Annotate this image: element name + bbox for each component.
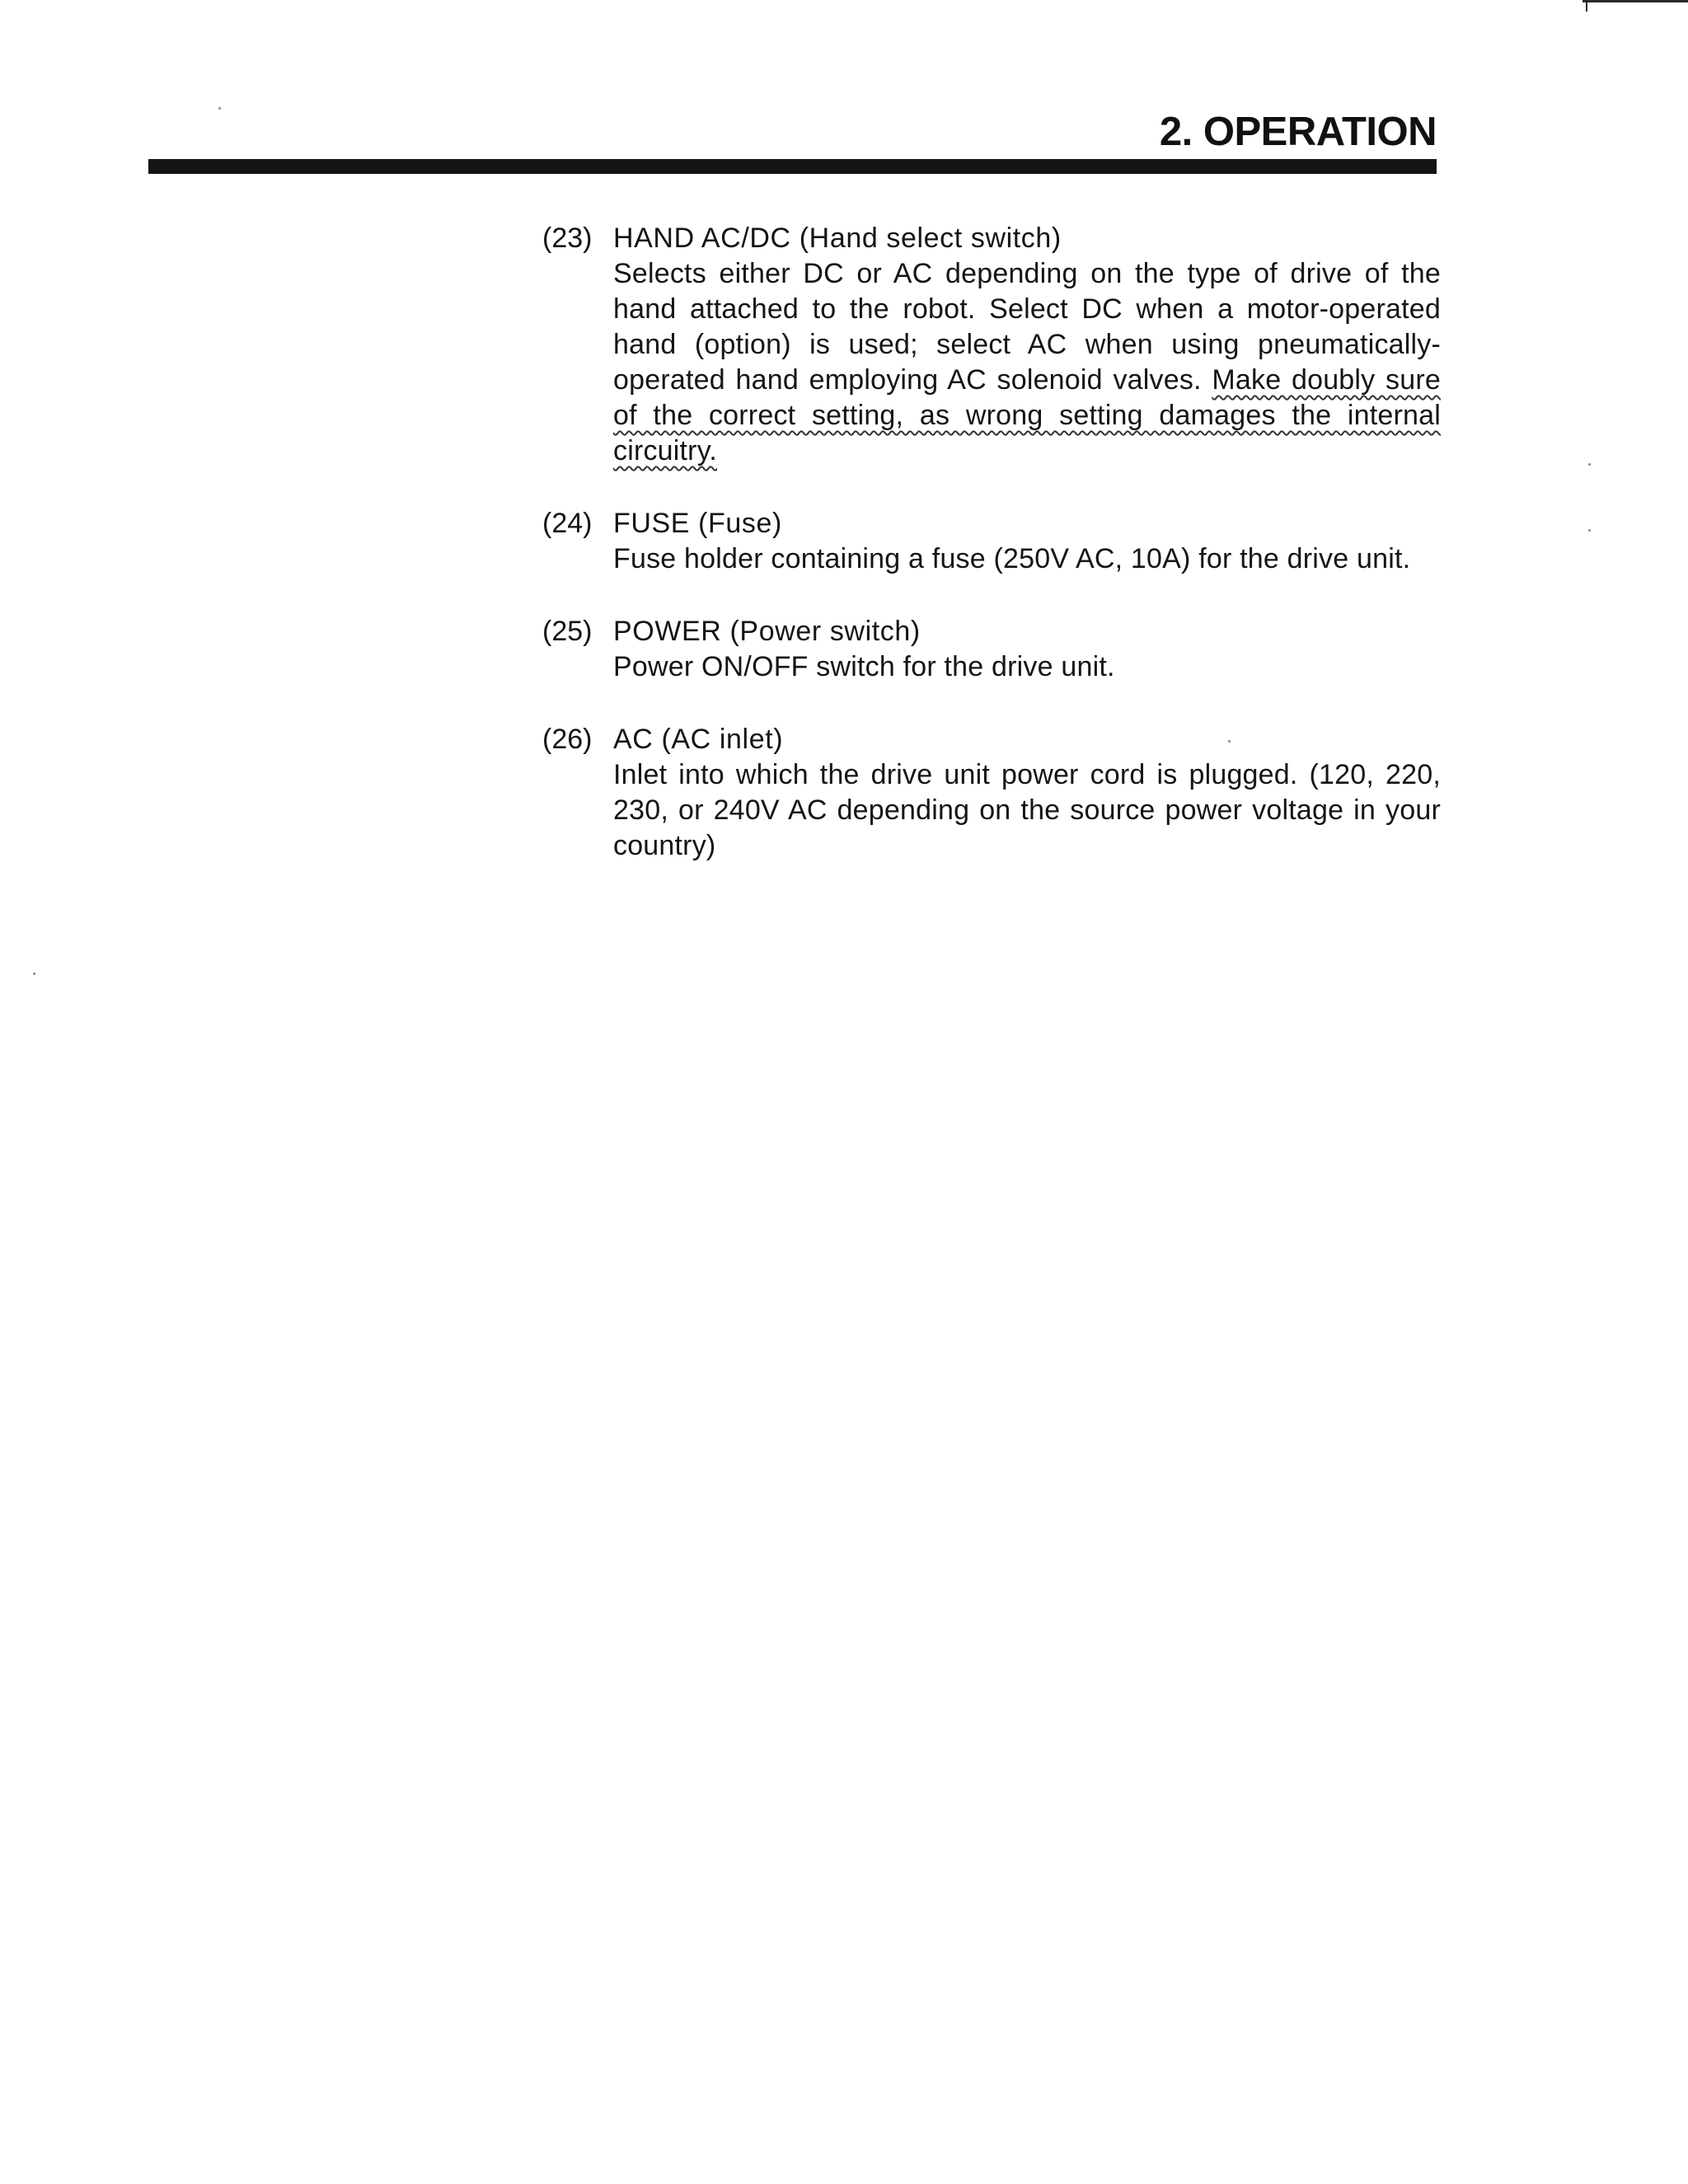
list-item-23 [542,221,1441,469]
item-body [613,221,1441,469]
scan-speck [1588,463,1591,466]
header-rule [148,159,1437,174]
item-body [613,506,1441,577]
item-title: AC (AC inlet) [613,724,784,755]
corner-crop-mark [1582,0,1688,2]
item-title: HAND AC/DC (Hand select switch) [613,223,1062,254]
item-title: FUSE (Fuse) [613,508,782,539]
item-body [613,722,1441,864]
item-description: Fuse holder containing a fuse (250V AC, 10A) for the drive unit. [613,543,1411,574]
item-description: Inlet into which the drive unit power cord is plugged. (120, 220, 230, or 240V AC depending on the source power voltage in your country) [613,759,1441,861]
item-description [613,256,1441,469]
scan-speck [1588,529,1591,532]
item-title: POWER (Power switch) [613,616,921,647]
item-number: (26) [542,724,593,755]
item-body [613,614,1441,685]
item-number: (23) [542,223,593,254]
section-title: 2. OPERATION [1159,110,1437,154]
list-item-26 [542,722,1441,864]
item-number: (25) [542,616,593,647]
item-list [542,221,1441,901]
item-number: (24) [542,508,593,539]
list-item-25 [542,614,1441,685]
list-item-24 [542,506,1441,577]
item-description-text: Selects either DC or AC depending on the type of drive of the hand attached to the robot. Select DC when a motor-operated hand (option) is used; select AC when using pneumatically-operated hand employing AC solenoid valves. [613,258,1441,396]
scan-speck [218,107,221,110]
scan-speck [1228,740,1231,743]
scan-speck [33,972,35,975]
warning-note: Make doubly sure of the correct setting, as wrong setting damages the internal circuitry. [613,364,1441,466]
corner-crop-tick [1586,0,1587,12]
item-description: Power ON/OFF switch for the drive unit. [613,651,1115,682]
